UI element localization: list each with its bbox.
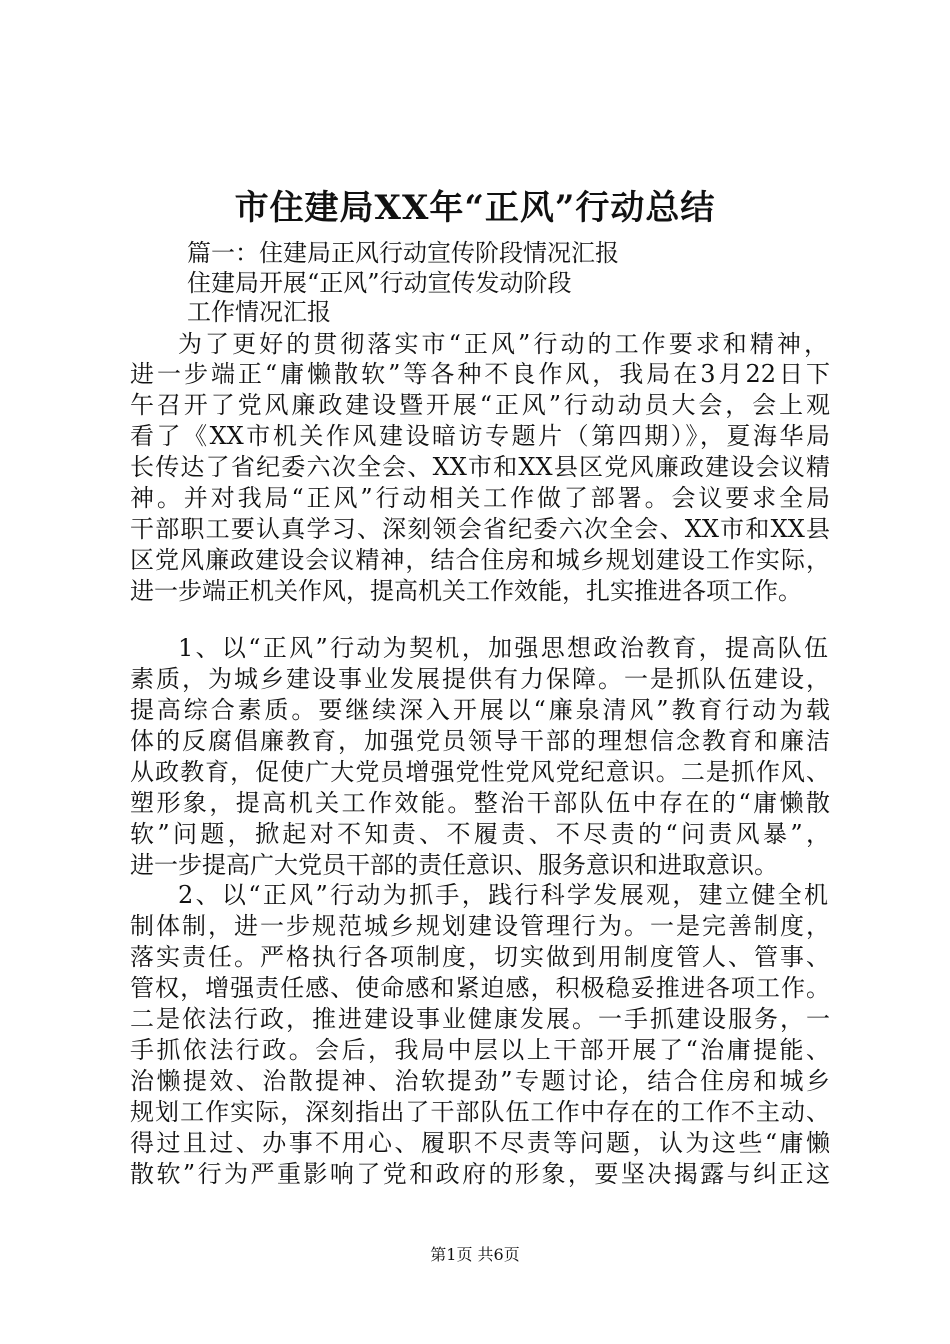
paragraph-line: 规划工作实际，深刻指出了干部队伍工作中存在的工作不主动、 [130,1098,830,1126]
paragraph-line: 素质，为城乡建设事业发展提供有力保障。一是抓队伍建设， [130,665,830,693]
paragraph-line: 干部职工要认真学习、深刻领会省纪委六次全会、XX市和XX县 [130,515,830,543]
page-footer: 第1页 共6页 [430,1245,520,1264]
paragraph-line: 神。并对我局“正风”行动相关工作做了部署。会议要求全局 [130,484,830,512]
paragraph-line: 散软”行为严重影响了党和政府的形象，要坚决揭露与纠正这 [130,1160,830,1188]
paragraph-line: 管权，增强责任感、使命感和紧迫感，积极稳妥推进各项工作。 [130,974,830,1002]
paragraph-line: 制体制，进一步规范城乡规划建设管理行为。一是完善制度， [130,912,830,940]
paragraph-line: 进一步提高广大党员干部的责任意识、服务意识和进取意识。 [130,851,778,879]
paragraph-line: 提高综合素质。要继续深入开展以“廉泉清风”教育行动为载 [130,696,830,724]
paragraph-line: 为了更好的贯彻落实市“正风”行动的工作要求和精神， [178,330,828,358]
document-title: 市住建局XX年“正风”行动总结 [234,188,716,228]
paragraph-line: 1、以“正风”行动为契机，加强思想政治教育，提高队伍 [178,634,828,662]
paragraph-line: 得过且过、办事不用心、履职不尽责等问题，认为这些“庸懒 [130,1129,830,1157]
paragraph-line: 午召开了党风廉政建设暨开展“正风”行动动员大会，会上观 [130,391,830,419]
paragraph-line: 二是依法行政，推进建设事业健康发展。一手抓建设服务，一 [130,1005,830,1033]
subheading-line: 篇一：住建局正风行动宣传阶段情况汇报 [187,239,619,267]
paragraph-line: 2、以“正风”行动为抓手，践行科学发展观，建立健全机 [178,881,828,909]
paragraph-line: 从政教育，促使广大党员增强党性党风党纪意识。二是抓作风、 [130,758,830,786]
paragraph-line: 体的反腐倡廉教育，加强党员领导干部的理想信念教育和廉洁 [130,727,830,755]
subheading-line: 住建局开展“正风”行动宣传发动阶段 [187,269,572,297]
paragraph-line: 进一步端正机关作风，提高机关工作效能，扎实推进各项工作。 [130,577,802,605]
paragraph-line: 落实责任。严格执行各项制度，切实做到用制度管人、管事、 [130,943,830,971]
paragraph-line: 长传达了省纪委六次全会、XX市和XX县区党风廉政建设会议精 [130,453,830,481]
paragraph-line: 进一步端正“庸懒散软”等各种不良作风，我局在3月22日下 [130,360,830,388]
subheading-line: 工作情况汇报 [187,298,331,326]
paragraph-line: 治懒提效、治散提神、治软提劲”专题讨论，结合住房和城乡 [130,1067,830,1095]
paragraph-line: 看了《XX市机关作风建设暗访专题片（第四期）》，夏海华局 [130,422,830,450]
paragraph-line: 手抓依法行政。会后，我局中层以上干部开展了“治庸提能、 [130,1036,830,1064]
paragraph-line: 区党风廉政建设会议精神，结合住房和城乡规划建设工作实际， [130,546,830,574]
paragraph-line: 软”问题，掀起对不知责、不履责、不尽责的“问责风暴”， [130,820,830,848]
paragraph-line: 塑形象，提高机关工作效能。整治干部队伍中存在的“庸懒散 [130,789,830,817]
